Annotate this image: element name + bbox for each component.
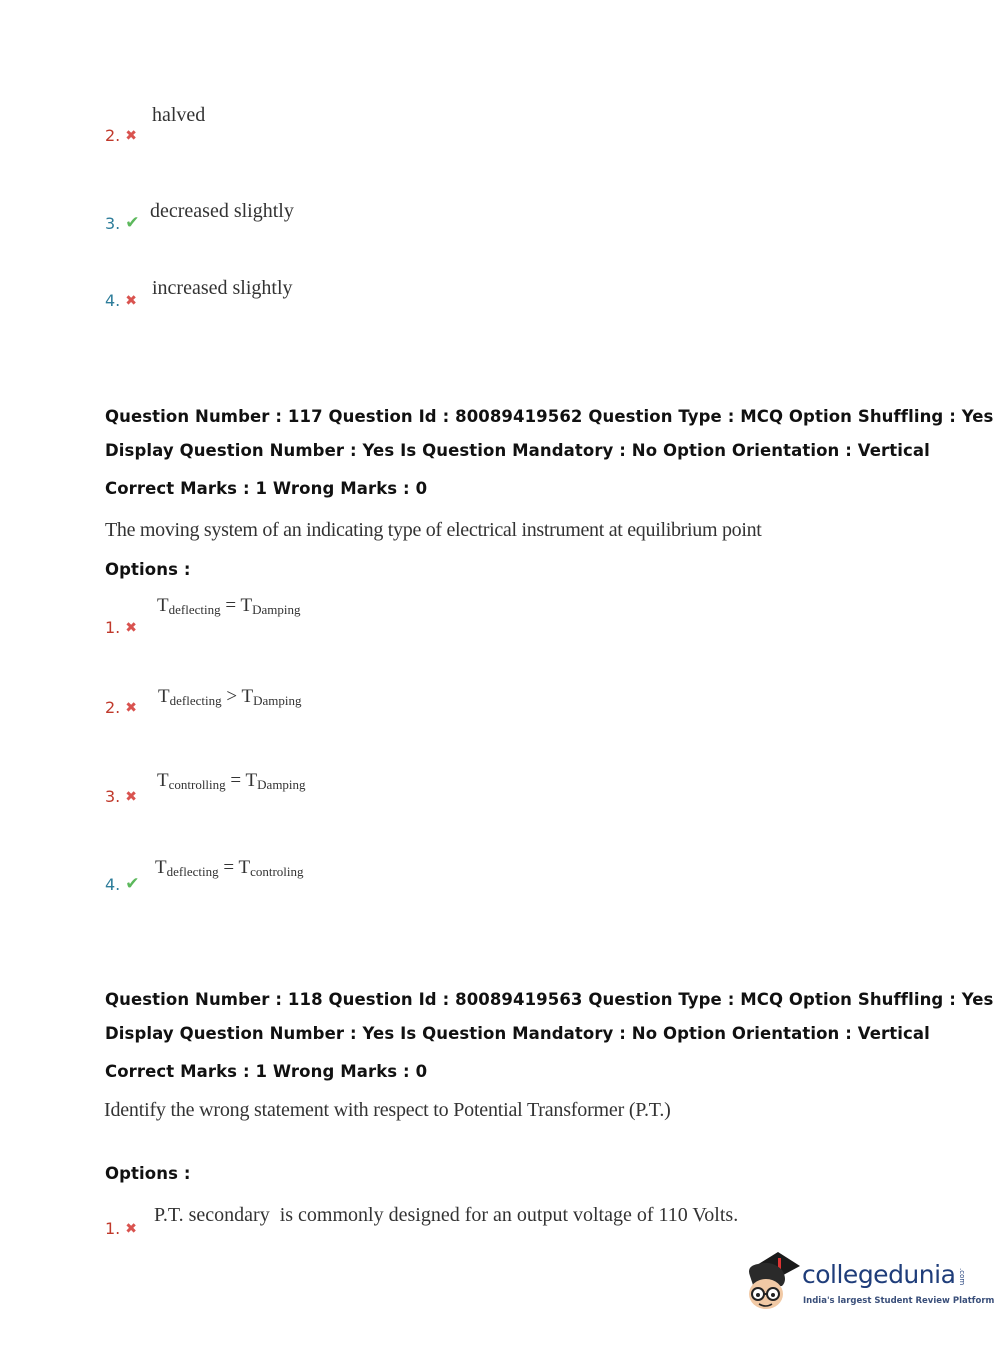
options-label: Options :	[105, 560, 191, 579]
question-meta-line: Question Number : 118 Question Id : 80089419563 Question Type : MCQ Option Shuffling : Yes	[105, 990, 994, 1009]
logo-tagline: India's largest Student Review Platform	[803, 1296, 995, 1306]
check-icon: ✔	[125, 213, 140, 233]
option-number: 3. ✖	[105, 787, 137, 806]
option-text: decreased slightly	[150, 200, 294, 222]
option-number: 4. ✔	[105, 874, 140, 894]
options-label: Options :	[105, 1164, 191, 1183]
question-meta-line: Display Question Number : Yes Is Question Mandatory : No Option Orientation : Vertical	[105, 1024, 930, 1043]
cross-icon: ✖	[125, 788, 137, 805]
cross-icon: ✖	[125, 699, 137, 716]
cross-icon: ✖	[125, 292, 137, 309]
check-icon: ✔	[125, 874, 140, 894]
question-marks: Correct Marks : 1 Wrong Marks : 0	[105, 1062, 428, 1081]
option-number: 4. ✖	[105, 291, 137, 310]
option-number: 1. ✖	[105, 618, 137, 637]
cross-icon: ✖	[125, 127, 137, 144]
question-text: The moving system of an indicating type of electrical instrument at equilibrium point	[105, 519, 762, 541]
collegedunia-logo	[742, 1246, 995, 1318]
option-number: 2. ✖	[105, 698, 137, 717]
option-number: 1. ✖	[105, 1219, 137, 1238]
question-marks: Correct Marks : 1 Wrong Marks : 0	[105, 479, 428, 498]
option-formula: $T_{deflecting} > T_{Damping}$	[158, 686, 302, 708]
cross-icon: ✖	[125, 1220, 137, 1237]
option-text: increased slightly	[152, 277, 293, 299]
option-formula: $T_{controlling} = T_{Damping}$	[157, 770, 306, 792]
logo-suffix: .com	[958, 1268, 966, 1286]
question-meta-line: Question Number : 117 Question Id : 80089419562 Question Type : MCQ Option Shuffling : Yes	[105, 407, 994, 426]
mascot-icon	[742, 1246, 802, 1316]
option-formula: $T_{deflecting} = T_{controling}$	[155, 857, 304, 879]
logo-wordmark: collegedunia	[802, 1260, 956, 1289]
option-text: halved	[152, 104, 206, 126]
cross-icon: ✖	[125, 619, 137, 636]
option-number: 3. ✔	[105, 213, 140, 233]
option-formula: $T_{deflecting} = T_{Damping}$	[157, 595, 301, 617]
question-text: Identify the wrong statement with respect to Potential Transformer (P.T.)	[104, 1099, 671, 1121]
option-text: P.T. secondary is commonly designed for an output voltage of 110 Volts.	[154, 1204, 739, 1226]
option-number: 2. ✖	[105, 126, 137, 145]
question-meta-line: Display Question Number : Yes Is Question Mandatory : No Option Orientation : Vertical	[105, 441, 930, 460]
